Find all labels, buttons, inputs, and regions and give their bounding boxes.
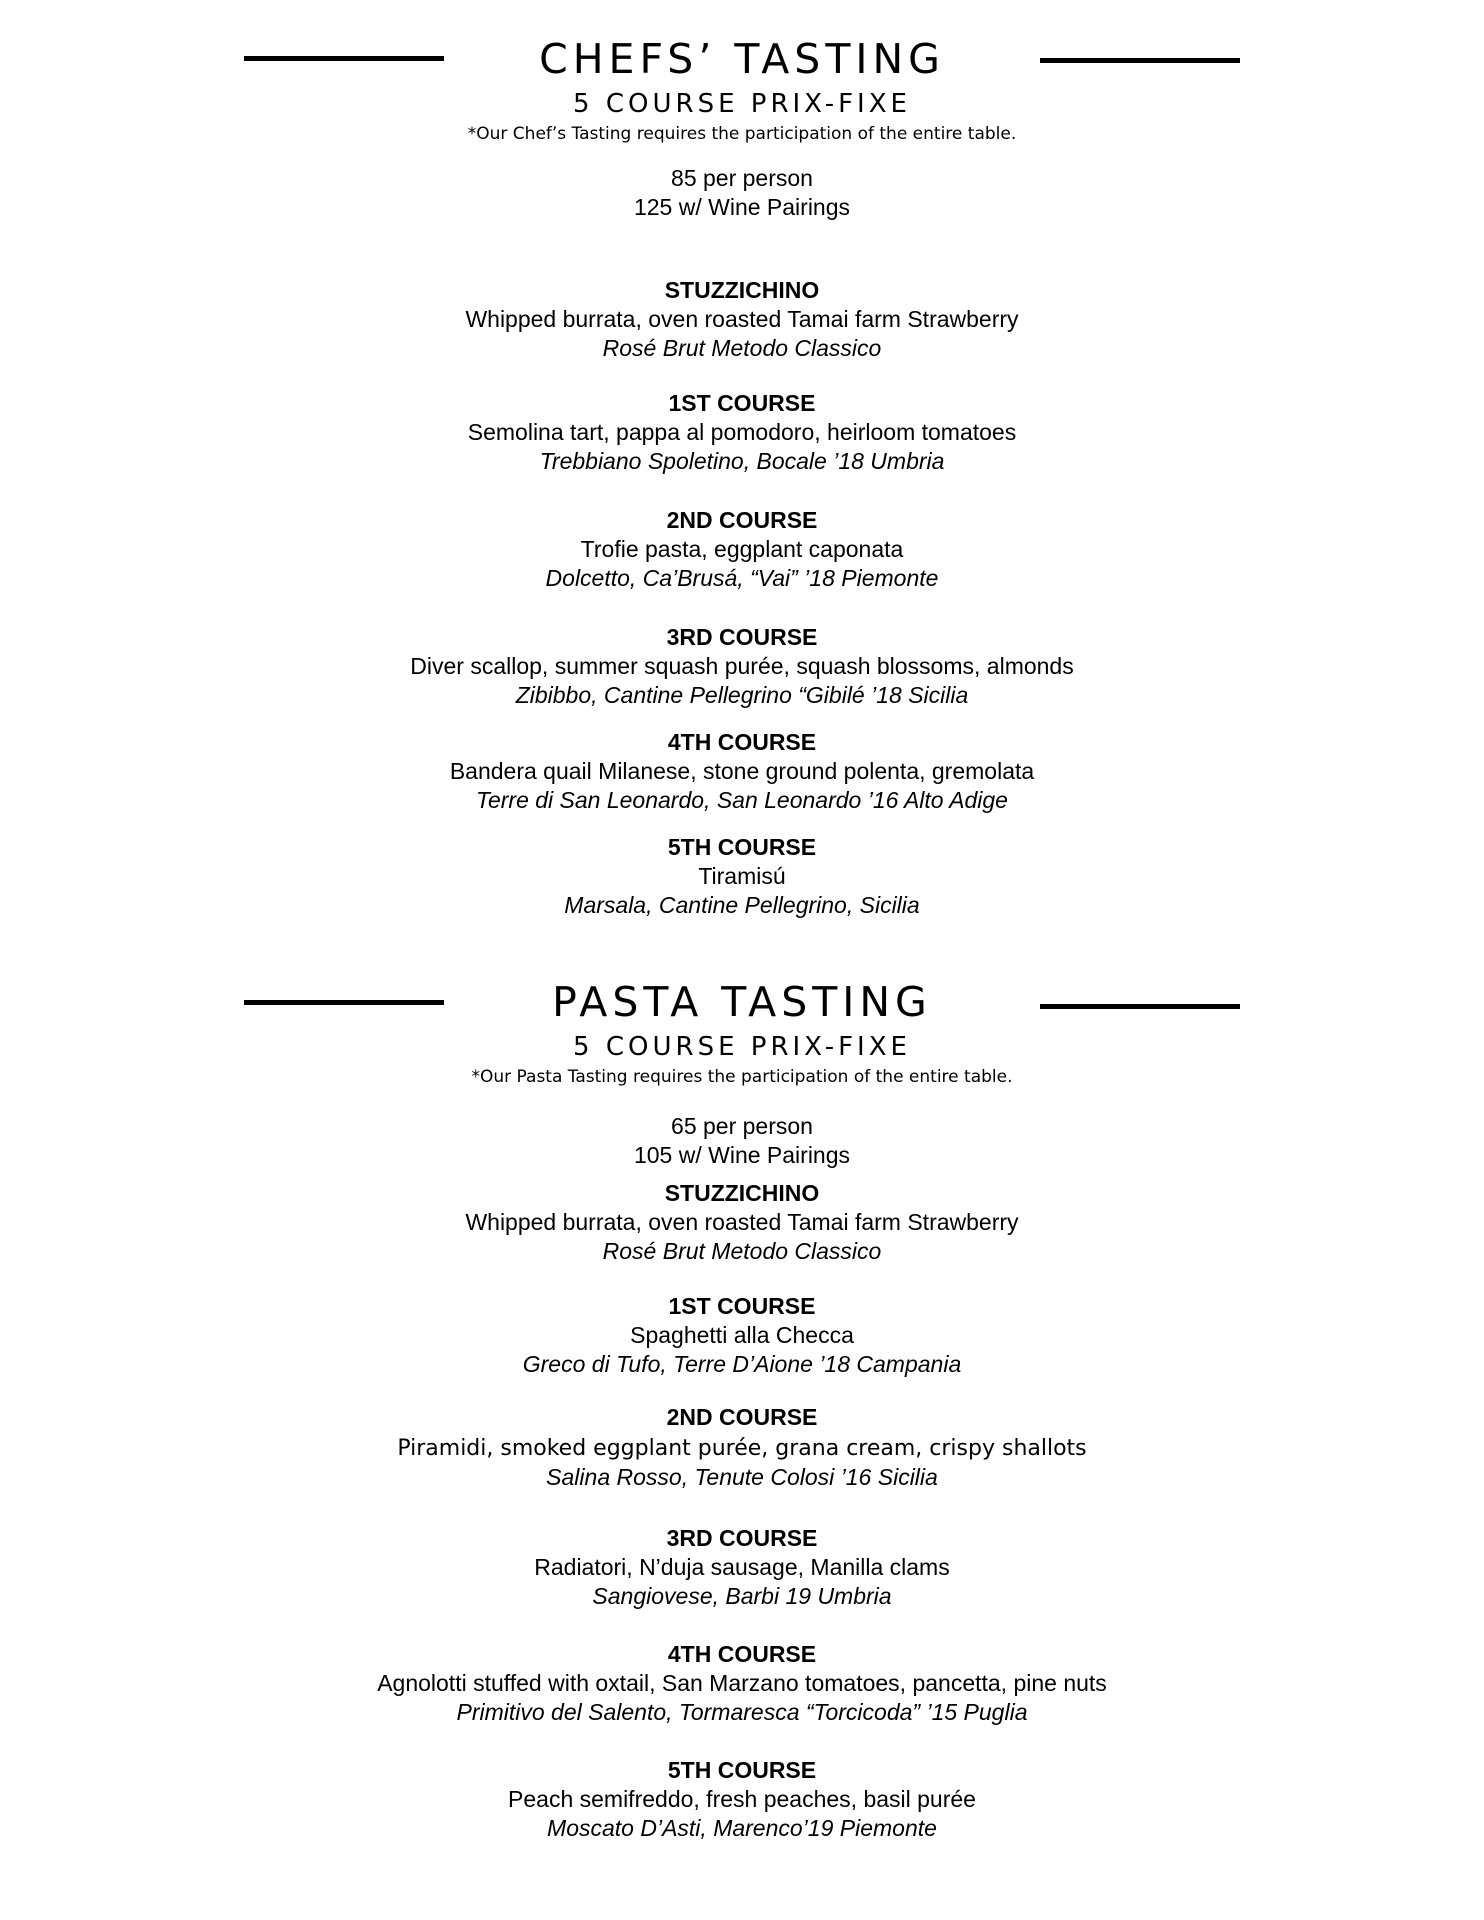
- course-wine: Salina Rosso, Tenute Colosi ’16 Sicilia: [546, 1464, 938, 1490]
- course-name: 3RD COURSE: [666, 624, 818, 650]
- course-wine: Terre di San Leonardo, San Leonardo ’16 Alto Adige: [476, 787, 1008, 813]
- chefs-tasting-subtitle: 5 COURSE PRIX-FIXE: [573, 89, 911, 119]
- pasta-course-2: [0, 1403, 1484, 1492]
- pasta-course-4: [0, 1640, 1484, 1727]
- course-name: STUZZICHINO: [664, 277, 820, 303]
- chefs-course-3: [0, 623, 1484, 710]
- pasta-tasting-subtitle: 5 COURSE PRIX-FIXE: [573, 1032, 911, 1062]
- chefs-price-wine: 125 w/ Wine Pairings: [633, 194, 851, 220]
- course-name: 5TH COURSE: [667, 1757, 817, 1783]
- chefs-tasting-title: CHEFS’ TASTING: [539, 35, 945, 83]
- pasta-course-stuzzichino: [0, 1179, 1484, 1266]
- chefs-price: 85 per person: [671, 165, 813, 191]
- course-wine: Primitivo del Salento, Tormaresca “Torcicoda” ’15 Puglia: [456, 1699, 1028, 1725]
- chefs-course-stuzzichino: [0, 276, 1484, 363]
- course-dish: Semolina tart, pappa al pomodoro, heirloom tomatoes: [467, 419, 1017, 445]
- course-dish: Peach semifreddo, fresh peaches, basil purée: [508, 1786, 976, 1812]
- chefs-tasting-note: *Our Chef’s Tasting requires the participation of the entire table.: [467, 124, 1017, 144]
- course-wine: Trebbiano Spoletino, Bocale ’18 Umbria: [539, 448, 945, 474]
- pasta-price: 65 per person: [671, 1113, 813, 1139]
- course-dish: Bandera quail Milanese, stone ground polenta, gremolata: [449, 758, 1035, 784]
- course-dish: Spaghetti alla Checca: [630, 1322, 854, 1348]
- course-name: 2ND COURSE: [666, 507, 818, 533]
- course-wine: Moscato D’Asti, Marenco’19 Piemonte: [547, 1815, 937, 1841]
- course-wine: Rosé Brut Metodo Classico: [602, 335, 882, 361]
- course-name: 1ST COURSE: [668, 1293, 816, 1319]
- chefs-course-4: [0, 728, 1484, 815]
- pasta-tasting-title: PASTA TASTING: [552, 978, 932, 1026]
- course-dish: Piramidi, smoked eggplant purée, grana cream, crispy shallots: [397, 1436, 1087, 1461]
- pasta-tasting-note: *Our Pasta Tasting requires the participation of the entire table.: [471, 1067, 1013, 1087]
- course-name: 1ST COURSE: [668, 390, 816, 416]
- course-wine: Greco di Tufo, Terre D’Aione ’18 Campania: [522, 1351, 962, 1377]
- chefs-course-2: [0, 506, 1484, 593]
- course-wine: Dolcetto, Ca’Brusá, “Vai” ’18 Piemonte: [545, 565, 939, 591]
- course-wine: Zibibbo, Cantine Pellegrino “Gibilé ’18 Sicilia: [515, 682, 969, 708]
- pasta-course-1: [0, 1292, 1484, 1379]
- course-name: 4TH COURSE: [667, 1641, 817, 1667]
- course-name: 5TH COURSE: [667, 834, 817, 860]
- course-name: 3RD COURSE: [666, 1525, 818, 1551]
- course-wine: Marsala, Cantine Pellegrino, Sicilia: [564, 892, 920, 918]
- course-wine: Sangiovese, Barbi 19 Umbria: [592, 1583, 892, 1609]
- pasta-course-5: [0, 1756, 1484, 1843]
- course-name: 2ND COURSE: [666, 1404, 818, 1430]
- course-dish: Agnolotti stuffed with oxtail, San Marzano tomatoes, pancetta, pine nuts: [377, 1670, 1107, 1696]
- pasta-course-3: [0, 1524, 1484, 1611]
- course-dish: Tiramisú: [698, 863, 786, 889]
- course-dish: Whipped burrata, oven roasted Tamai farm Strawberry: [465, 1209, 1019, 1235]
- course-wine: Rosé Brut Metodo Classico: [602, 1238, 882, 1264]
- course-dish: Trofie pasta, eggplant caponata: [580, 536, 904, 562]
- course-dish: Diver scallop, summer squash purée, squash blossoms, almonds: [410, 653, 1074, 679]
- course-dish: Radiatori, N’duja sausage, Manilla clams: [534, 1554, 950, 1580]
- pasta-price-wine: 105 w/ Wine Pairings: [633, 1142, 851, 1168]
- course-name: 4TH COURSE: [667, 729, 817, 755]
- course-name: STUZZICHINO: [664, 1180, 820, 1206]
- chefs-course-1: [0, 389, 1484, 476]
- chefs-course-5: [0, 833, 1484, 920]
- course-dish: Whipped burrata, oven roasted Tamai farm Strawberry: [465, 306, 1019, 332]
